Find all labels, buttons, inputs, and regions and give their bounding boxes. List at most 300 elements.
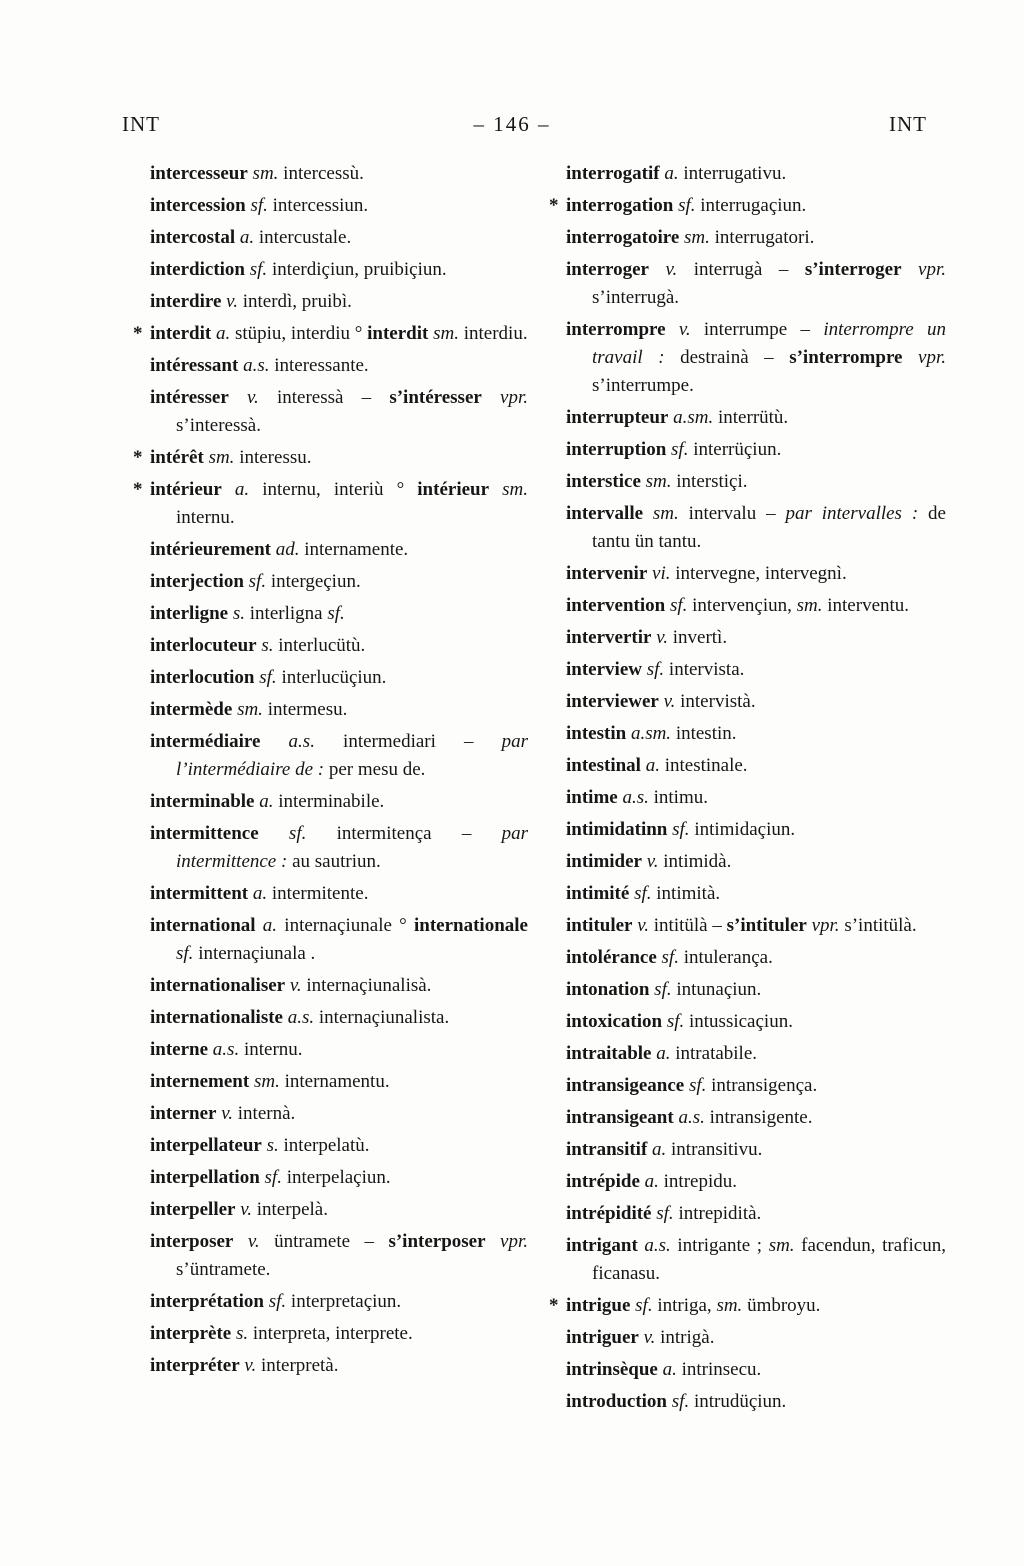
italic-text: sm.	[489, 479, 529, 500]
dictionary-entry	[566, 1232, 946, 1288]
italic-text: interrompre un travail :	[592, 319, 947, 368]
italic-text: s.	[231, 1323, 249, 1344]
bold-text: intrépide	[566, 1171, 640, 1192]
bold-text: interpellation	[150, 1167, 260, 1188]
bold-text: interlocution	[150, 667, 255, 688]
plain-text: invertì.	[667, 627, 728, 648]
plain-text: intunaçiun.	[671, 979, 762, 1000]
italic-text: v.	[239, 1355, 257, 1376]
plain-text: intestinale.	[659, 755, 748, 776]
dictionary-entry	[150, 1132, 528, 1160]
plain-text: interrütù.	[713, 407, 789, 428]
bold-text: interrogatif	[566, 163, 660, 184]
italic-text: par intermittence :	[176, 823, 528, 872]
italic-text: sf.	[666, 439, 689, 460]
plain-text: interessante.	[269, 355, 369, 376]
plain-text: interdiçiun, pruibiçiun.	[267, 259, 447, 280]
plain-text: internamentu.	[279, 1071, 390, 1092]
plain-text: interdì, pruibì.	[237, 291, 352, 312]
plain-text: stüpiu, interdiu °	[230, 323, 368, 344]
dictionary-entry	[566, 1168, 946, 1196]
italic-text: ad.	[271, 539, 300, 560]
plain-text: intercessiun.	[267, 195, 369, 216]
plain-text: interrugà –	[677, 259, 805, 280]
dictionary-entry	[150, 288, 528, 316]
dictionary-entry	[566, 976, 946, 1004]
plain-text: internaçiunalisà.	[301, 975, 432, 996]
bold-text: interviewer	[566, 691, 659, 712]
italic-text: v.	[221, 291, 238, 312]
plain-text: s’intitülà.	[839, 915, 917, 936]
italic-text: a.	[255, 915, 278, 936]
italic-text: sf.	[327, 603, 345, 624]
italic-text: a.	[211, 323, 231, 344]
italic-text: sf.	[684, 1075, 707, 1096]
italic-text: sm.	[643, 503, 679, 524]
italic-text: a.s.	[208, 1039, 240, 1060]
star-marker: *	[549, 195, 559, 216]
plain-text: interlucütù.	[273, 635, 366, 656]
italic-text: vpr.	[901, 259, 946, 280]
bold-text: interprète	[150, 1323, 232, 1344]
dictionary-entry	[150, 256, 528, 284]
star-marker: *	[133, 447, 143, 468]
bold-text: interroger	[566, 259, 649, 280]
plain-text: interrugatori.	[709, 227, 815, 248]
plain-text: interpreta, interprete.	[248, 1323, 413, 1344]
dictionary-entry	[150, 880, 528, 908]
plain-text: intimu.	[648, 787, 708, 808]
page-number: – 146 –	[473, 112, 551, 136]
italic-text: v.	[651, 627, 668, 648]
dictionary-entry	[566, 1072, 946, 1100]
bold-text: interpeller	[150, 1199, 236, 1220]
plain-text: s’interrumpe.	[592, 375, 694, 396]
italic-text: sm.	[716, 1295, 743, 1316]
bold-text: introduction	[566, 1391, 668, 1412]
italic-text: sf.	[665, 595, 688, 616]
dictionary-entry	[566, 160, 946, 188]
plain-text: internamente.	[299, 539, 409, 560]
bold-text: intercesseur	[150, 163, 248, 184]
bold-text: interligne	[150, 603, 229, 624]
bold-text: interpellateur	[150, 1135, 262, 1156]
bold-text: intervertir	[566, 627, 652, 648]
italic-text: a.	[221, 479, 250, 500]
bold-text: intervention	[566, 595, 666, 616]
dictionary-entry	[150, 1100, 528, 1128]
italic-text: sf.	[254, 667, 277, 688]
dictionary-entry	[566, 1008, 946, 1036]
plain-text: intervegne, intervegnì.	[670, 563, 847, 584]
bold-text: interpréter	[150, 1355, 240, 1376]
dictionary-entry	[150, 1068, 528, 1096]
italic-text: sf.	[667, 1391, 690, 1412]
bold-text: intolérance	[566, 947, 657, 968]
dictionary-entry	[566, 1104, 946, 1132]
italic-text: v.	[665, 319, 691, 340]
bold-text: interner	[150, 1103, 217, 1124]
bold-text: s’interroger	[804, 259, 902, 280]
italic-text: sf.	[629, 883, 652, 904]
italic-text: sm.	[768, 1235, 795, 1256]
bold-text: intonation	[566, 979, 650, 1000]
bold-text: intimité	[566, 883, 630, 904]
italic-text: a.s.	[260, 731, 315, 752]
italic-text: sf.	[243, 571, 267, 592]
bold-text: s’interrompre	[789, 347, 903, 368]
plain-text: interrugativu.	[678, 163, 787, 184]
italic-text: sm.	[203, 447, 235, 468]
bold-text: international	[150, 915, 256, 936]
bold-text: intime	[566, 787, 618, 808]
dictionary-entry	[150, 1320, 528, 1348]
bold-text: intérieur	[417, 479, 490, 500]
bold-text: s’interposer	[388, 1231, 486, 1252]
plain-text: interligna	[245, 603, 328, 624]
italic-text: sm.	[640, 471, 672, 492]
plain-text: intulerança.	[678, 947, 773, 968]
dictionary-entry	[566, 592, 946, 620]
italic-text: sm.	[796, 595, 823, 616]
italic-text: v.	[285, 975, 302, 996]
dictionary-entry	[566, 752, 946, 780]
italic-text: v.	[228, 387, 259, 408]
italic-text: s.	[261, 1135, 279, 1156]
plain-text: intercustale.	[254, 227, 352, 248]
plain-text: intriga,	[652, 1295, 717, 1316]
plain-text: de tantu ün tantu.	[592, 503, 946, 552]
italic-text: s.	[228, 603, 246, 624]
dictionary-entry	[566, 656, 946, 684]
plain-text: intermitença –	[306, 823, 502, 844]
bold-text: intransigeance	[566, 1075, 685, 1096]
dictionary-entry	[150, 160, 528, 188]
dictionary-entry	[566, 224, 946, 252]
italic-text: a.	[651, 1043, 671, 1064]
dictionary-entry	[150, 632, 528, 660]
bold-text: interrupteur	[566, 407, 669, 428]
bold-text: intituler	[566, 915, 633, 936]
plain-text: interessu.	[234, 447, 312, 468]
plain-text: intercessù.	[278, 163, 364, 184]
plain-text: per mesu de.	[324, 759, 426, 780]
dictionary-entry	[150, 1352, 528, 1380]
bold-text: intervalle	[566, 503, 644, 524]
italic-text: v.	[632, 915, 650, 936]
plain-text: interdiu.	[458, 323, 528, 344]
star-marker: *	[549, 1295, 559, 1316]
dictionary-entry	[566, 1136, 946, 1164]
dictionary-entry	[566, 944, 946, 972]
plain-text: üntramete –	[259, 1231, 389, 1252]
bold-text: internationaliser	[150, 975, 286, 996]
plain-text: intrigante ;	[670, 1235, 769, 1256]
bold-text: interview	[566, 659, 642, 680]
plain-text: interlucüçiun.	[276, 667, 387, 688]
italic-text: sf.	[630, 1295, 653, 1316]
bold-text: intérieur	[150, 479, 222, 500]
bold-text: interne	[150, 1039, 209, 1060]
plain-text: interventu.	[822, 595, 910, 616]
dictionary-entry	[566, 404, 946, 432]
plain-text: s’interrugà.	[592, 287, 680, 308]
italic-text: a.s.	[637, 1235, 671, 1256]
plain-text: intrepidu.	[658, 1171, 737, 1192]
italic-text: a.s.	[283, 1007, 315, 1028]
italic-text: sf.	[258, 823, 307, 844]
italic-text: sf.	[641, 659, 665, 680]
plain-text: interpelatù.	[278, 1135, 370, 1156]
bold-text: intérêt	[150, 447, 204, 468]
bold-text: intriguer	[566, 1327, 639, 1348]
dictionary-entry	[566, 316, 946, 400]
plain-text: internaçiunalista.	[314, 1007, 450, 1028]
plain-text: intransitivu.	[666, 1139, 763, 1160]
dictionary-entry	[549, 1292, 946, 1320]
dictionary-entry	[150, 1196, 528, 1224]
plain-text: s’üntramete.	[176, 1259, 271, 1280]
dictionary-entry	[150, 1004, 528, 1032]
italic-text: a.	[254, 791, 274, 812]
bold-text: intimider	[566, 851, 642, 872]
guide-word-right: INT	[889, 112, 927, 136]
italic-text: v.	[216, 1103, 234, 1124]
bold-text: interjection	[150, 571, 244, 592]
bold-text: interrogatoire	[566, 227, 680, 248]
bold-text: interstice	[566, 471, 641, 492]
dictionary-entry	[566, 560, 946, 588]
bold-text: s’intituler	[726, 915, 807, 936]
italic-text: a.sm.	[668, 407, 714, 428]
plain-text: s’interessà.	[176, 415, 261, 436]
dictionary-entry	[150, 788, 528, 816]
dictionary-entry	[150, 972, 528, 1000]
plain-text: intervista.	[664, 659, 745, 680]
dictionary-entry	[566, 1324, 946, 1352]
italic-text: a.	[639, 1171, 659, 1192]
dictionary-entry	[150, 912, 528, 968]
bold-text: intercostal	[150, 227, 236, 248]
italic-text: sf.	[263, 1291, 287, 1312]
dictionary-entry	[150, 1288, 528, 1316]
dictionary-entry	[566, 880, 946, 908]
plain-text: internaçiunala .	[193, 943, 316, 964]
bold-text: intransigeant	[566, 1107, 674, 1128]
italic-text: vi.	[647, 563, 671, 584]
dictionary-entry	[150, 352, 528, 380]
bold-text: intermède	[150, 699, 233, 720]
bold-text: intéressant	[150, 355, 239, 376]
plain-text: interpretà.	[256, 1355, 339, 1376]
plain-text: ümbroyu.	[742, 1295, 821, 1316]
plain-text: intermediari –	[314, 731, 502, 752]
bold-text: intrinsèque	[566, 1359, 658, 1380]
bold-text: intermittence	[150, 823, 259, 844]
italic-text: v.	[235, 1199, 252, 1220]
dictionary-entry	[566, 436, 946, 464]
dictionary-entry	[150, 820, 528, 876]
dictionary-entry	[549, 192, 946, 220]
bold-text: intrigue	[566, 1295, 631, 1316]
bold-text: interdire	[150, 291, 222, 312]
bold-text: interdiction	[150, 259, 245, 280]
italic-text: sm.	[428, 323, 459, 344]
star-marker: *	[133, 323, 143, 344]
bold-text: intrépidité	[566, 1203, 652, 1224]
bold-text: internationale	[414, 915, 528, 936]
italic-text: v.	[638, 1327, 656, 1348]
dictionary-entry	[150, 568, 528, 596]
plain-text: intestin.	[671, 723, 737, 744]
bold-text: interdit	[367, 323, 429, 344]
dictionary-entry	[150, 1036, 528, 1064]
italic-text: sf.	[649, 979, 672, 1000]
dictionary-entry	[133, 476, 529, 532]
italic-text: sf.	[245, 259, 268, 280]
plain-text: internà.	[233, 1103, 296, 1124]
italic-text: sf.	[245, 195, 268, 216]
italic-text: v.	[658, 691, 676, 712]
dictionary-entry	[566, 912, 946, 940]
plain-text: intervalu –	[678, 503, 786, 524]
italic-text: sm.	[232, 699, 263, 720]
italic-text: a.	[647, 1139, 667, 1160]
bold-text: intercession	[150, 195, 246, 216]
plain-text: intrepidità.	[673, 1203, 762, 1224]
italic-text: a.sm.	[626, 723, 672, 744]
plain-text: intimidà.	[658, 851, 732, 872]
dictionary-entry	[566, 688, 946, 716]
plain-text: intratabile.	[670, 1043, 758, 1064]
dictionary-entry	[150, 600, 528, 628]
plain-text: interpretaçiun.	[286, 1291, 402, 1312]
star-marker: *	[133, 479, 143, 500]
dictionary-entry	[133, 320, 528, 348]
italic-text: par intervalles :	[785, 503, 919, 524]
italic-text: sf.	[656, 947, 679, 968]
bold-text: intervenir	[566, 563, 648, 584]
bold-text: interrogation	[566, 195, 674, 216]
plain-text: interrumpe –	[690, 319, 824, 340]
italic-text: vpr.	[806, 915, 840, 936]
italic-text: sf.	[651, 1203, 674, 1224]
bold-text: s’intéresser	[389, 387, 482, 408]
italic-text: a.s.	[673, 1107, 705, 1128]
plain-text: intimidaçiun.	[689, 819, 796, 840]
plain-text: internaçiunale °	[277, 915, 414, 936]
plain-text: intergeçiun.	[266, 571, 361, 592]
plain-text: interrüçiun.	[688, 439, 782, 460]
plain-text: intussicaçiun.	[684, 1011, 793, 1032]
dictionary-entry	[150, 384, 528, 440]
plain-text: intimità.	[651, 883, 721, 904]
plain-text: interpelà.	[252, 1199, 328, 1220]
italic-text: vpr.	[485, 1231, 528, 1252]
plain-text: facendun, traficun, ficanasu.	[592, 1235, 946, 1284]
italic-text: v.	[649, 259, 678, 280]
dictionary-entry	[150, 728, 528, 784]
bold-text: interruption	[566, 439, 667, 460]
bold-text: intestinal	[566, 755, 641, 776]
italic-text: v.	[642, 851, 659, 872]
right-column	[549, 160, 947, 1420]
plain-text: intransigença.	[706, 1075, 818, 1096]
guide-word-left: INT	[122, 112, 160, 136]
plain-text: interessà –	[258, 387, 390, 408]
plain-text: destrainà –	[664, 347, 790, 368]
dictionary-entry	[150, 696, 528, 724]
dictionary-entry	[566, 816, 946, 844]
plain-text: intitülà –	[649, 915, 727, 936]
plain-text: intermesu.	[262, 699, 348, 720]
plain-text: intransigente.	[704, 1107, 813, 1128]
dictionary-entry	[566, 624, 946, 652]
bold-text: intestin	[566, 723, 627, 744]
plain-text: interrugaçiun.	[695, 195, 807, 216]
bold-text: interposer	[150, 1231, 234, 1252]
plain-text: intrinsecu.	[676, 1359, 762, 1380]
italic-text: a.	[659, 163, 679, 184]
dictionary-entry	[150, 1164, 528, 1192]
bold-text: intimidatinn	[566, 819, 668, 840]
bold-text: interdit	[150, 323, 212, 344]
dictionary-entry	[566, 848, 946, 876]
bold-text: internement	[150, 1071, 250, 1092]
dictionary-entry	[566, 256, 946, 312]
italic-text: sm.	[247, 163, 279, 184]
bold-text: interrompre	[566, 319, 666, 340]
plain-text: intrudüçiun.	[689, 1391, 787, 1412]
italic-text: sf.	[259, 1167, 282, 1188]
bold-text: interprétation	[150, 1291, 264, 1312]
bold-text: internationaliste	[150, 1007, 283, 1028]
dictionary-entry	[566, 1200, 946, 1228]
italic-text: a.s.	[238, 355, 270, 376]
dictionary-entry	[566, 1388, 946, 1416]
plain-text: intervençiun,	[687, 595, 797, 616]
plain-text: interpelaçiun.	[281, 1167, 391, 1188]
plain-text: internu, interiù °	[249, 479, 418, 500]
left-column	[133, 160, 529, 1384]
dictionary-entry	[566, 1040, 946, 1068]
italic-text: sm.	[679, 227, 710, 248]
italic-text: s.	[256, 635, 274, 656]
page-header	[0, 112, 1024, 142]
plain-text: internu.	[176, 507, 235, 528]
plain-text: interminabile.	[273, 791, 385, 812]
italic-text: vpr.	[481, 387, 528, 408]
bold-text: interminable	[150, 791, 255, 812]
dictionary-entry	[150, 664, 528, 692]
bold-text: intraitable	[566, 1043, 652, 1064]
italic-text: sf.	[673, 195, 696, 216]
bold-text: intransitif	[566, 1139, 648, 1160]
bold-text: intrigant	[566, 1235, 638, 1256]
plain-text: au sautriun.	[287, 851, 381, 872]
dictionary-entry	[566, 1356, 946, 1384]
dictionary-entry	[150, 192, 528, 220]
italic-text: sf.	[662, 1011, 685, 1032]
dictionary-entry	[566, 720, 946, 748]
dictionary-entry	[150, 224, 528, 252]
italic-text: a.s.	[617, 787, 649, 808]
dictionary-entry	[566, 500, 946, 556]
dictionary-entry	[150, 1228, 528, 1284]
italic-text: sf.	[176, 943, 194, 964]
bold-text: intermédiaire	[150, 731, 261, 752]
dictionary-entry	[150, 536, 528, 564]
